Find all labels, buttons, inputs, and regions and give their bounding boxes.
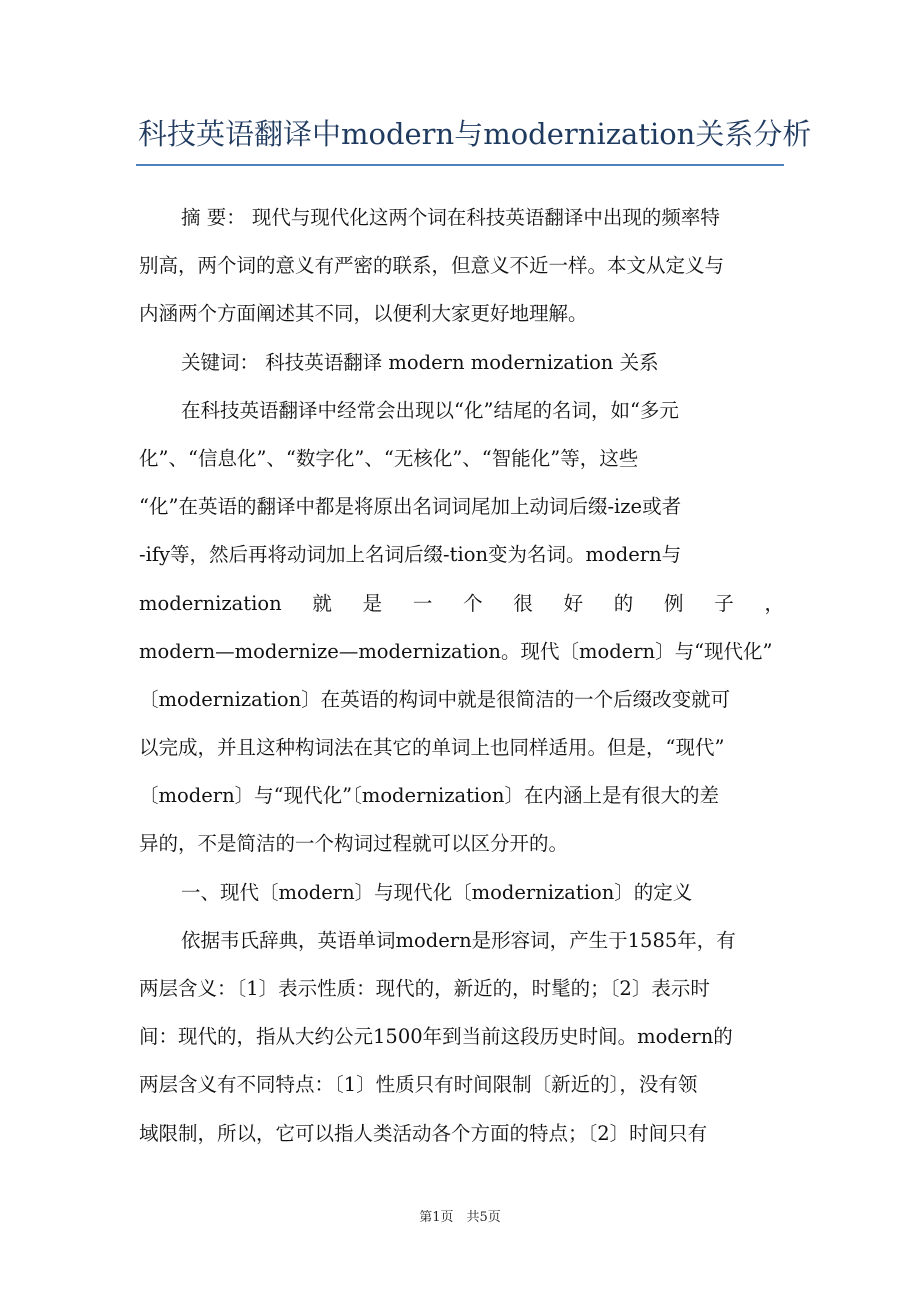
word: 就 [312, 591, 332, 615]
paragraph-line: 化”、“信息化”、“数字化”、“无核化”、“智能化”等，这些 [139, 446, 639, 470]
paragraph-line: 间：现代的，指从大约公元1500年到当前这段历史时间。modern的 [139, 1025, 733, 1049]
paragraph-line: 域限制，所以，它可以指人类活动各个方面的特点；〔2〕时间只有 [139, 1121, 708, 1145]
paragraph-line: “化”在英语的翻译中都是将原出名词词尾加上动词后缀-ize或者 [139, 495, 682, 519]
abstract-line-3: 内涵两个方面阐述其不同，以便利大家更好地理解。 [139, 302, 588, 326]
word: 一 [412, 591, 433, 615]
page-number: 第1页 共5页 [419, 1210, 501, 1225]
paragraph-line-justified [139, 580, 784, 628]
title-underline [136, 164, 784, 166]
word: 例 [664, 591, 684, 615]
document-title: 科技英语翻译中modern与modernization关系分析 [138, 117, 812, 151]
word: 个 [463, 591, 483, 615]
paragraph-line: 两层含义：〔1〕表示性质：现代的，新近的，时髦的；〔2〕表示时 [139, 977, 710, 1000]
paragraph-line: 以完成，并且这种构词法在其它的单词上也同样适用。但是，“现代” [139, 736, 725, 760]
keywords-line: 关键词： 科技英语翻译 modern modernization 关系 [181, 350, 659, 374]
paragraph-line: 依据韦氏辞典，英语单词modern是形容词，产生于1585年，有 [181, 928, 736, 952]
paragraph-line: 在科技英语翻译中经常会出现以“化”结尾的名词，如“多元 [181, 398, 679, 422]
paragraph-line: modern—modernize—modernization。现代〔modern〕与“现代化” [139, 639, 773, 663]
word: ， [764, 591, 784, 615]
word: 很 [513, 591, 533, 615]
abstract-line-2: 别高，两个词的意义有严密的联系，但意义不近一样。本文从定义与 [139, 254, 725, 278]
paragraph-line: -ify等，然后再将动词加上名词后缀-tion变为名词。modern与 [139, 543, 682, 567]
paragraph-line: 〔modernization〕在英语的构词中就是很简洁的一个后缀改变就可 [139, 687, 731, 711]
abstract-line-1: 摘 要： 现代与现代化这两个词在科技英语翻译中出现的频率特 [181, 206, 720, 229]
word: 好 [563, 591, 584, 615]
word: 的 [613, 591, 634, 615]
section-heading: 一、现代〔modern〕与现代化〔modernization〕的定义 [181, 880, 693, 904]
paragraph-line: 〔modern〕与“现代化”〔modernization〕在内涵上是有很大的差 [139, 784, 719, 808]
document-body [139, 194, 784, 1158]
word: modernization [139, 591, 282, 615]
paragraph-line: 两层含义有不同特点：〔1〕性质只有时间限制〔新近的〕，没有领 [139, 1073, 698, 1097]
word: 子 [714, 591, 734, 615]
paragraph-line: 异的，不是简洁的一个构词过程就可以区分开的。 [139, 832, 569, 856]
word: 是 [362, 591, 383, 615]
